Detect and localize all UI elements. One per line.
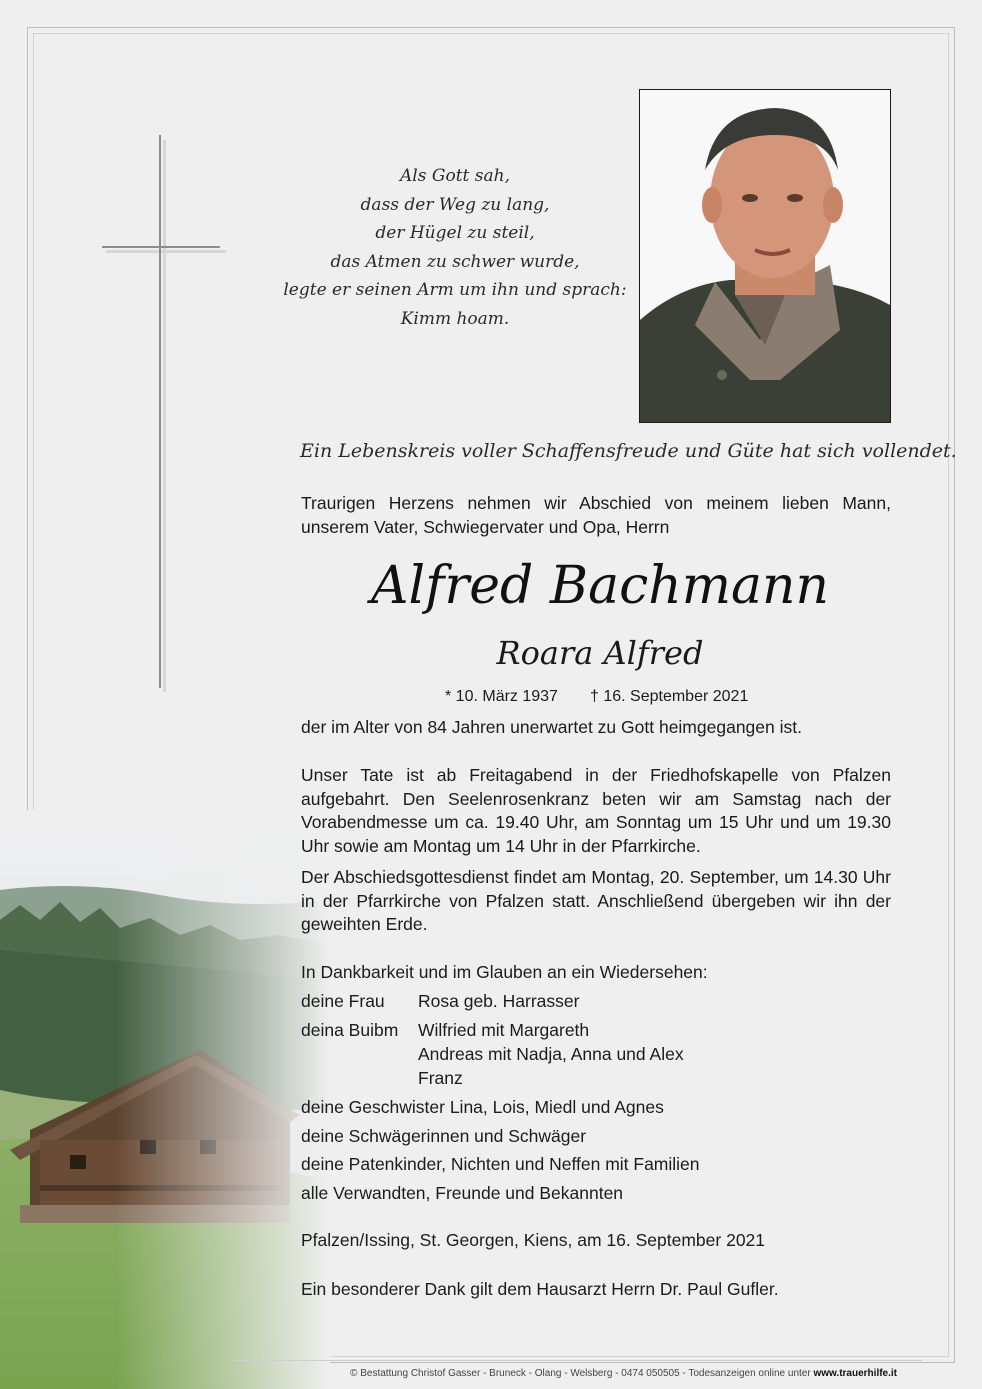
funeral-info-1: Unser Tate ist ab Freitagabend in der Friedhofskapelle von Pfalzen aufgebahrt. Den Seelenrosenkranz beten wir am Samstag nach der Vorabendmesse um ca. 19.40 Uhr, am Sonntag um 15 Uhr und um 19.30 Uhr sowie am Montag um 14 Uhr in der Pfarrkirche. xyxy=(301,765,891,856)
age-line: der im Alter von 84 Jahren unerwartet zu Gott heimgegangen ist. xyxy=(301,717,802,737)
poem xyxy=(280,162,630,334)
cross-shadow-vertical xyxy=(163,140,166,692)
footer xyxy=(0,1368,897,1379)
funeral-info-2: Der Abschiedsgottesdienst findet am Montag, 20. September, um 14.30 Uhr in der Pfarrkirche von Pfalzen statt. Anschließend übergeben wir ihn der geweihten Erde. xyxy=(301,867,891,934)
cross-icon-bar xyxy=(102,246,220,248)
others-line: alle Verwandten, Freunde und Bekannten xyxy=(301,1183,624,1203)
footer-url[interactable]: www.trauerhilfe.it xyxy=(813,1368,897,1379)
special-thanks: Ein besonderer Dank gilt dem Hausarzt Herrn Dr. Paul Gufler. xyxy=(301,1279,779,1299)
wife-name: Rosa geb. Harrasser xyxy=(418,991,580,1011)
cross-shadow-horizontal xyxy=(106,250,226,253)
inlaws-line: deine Schwägerinnen und Schwäger xyxy=(301,1126,587,1146)
footer-text: © Bestattung Christof Gasser - Bruneck - Olang - Welsberg - 0474 050505 - Todesanzeigen online unter xyxy=(350,1368,814,1379)
poem-line: dass der Weg zu lang, xyxy=(360,194,550,215)
deceased-name: Alfred Bachmann xyxy=(371,556,829,616)
son-entry: Andreas mit Nadja, Anna und Alex xyxy=(418,1044,684,1064)
alpine-hut-landscape-image xyxy=(0,810,330,1389)
poem-line: legte er seinen Arm um ihn und sprach: xyxy=(283,280,627,301)
portrait-photo xyxy=(639,89,891,423)
motto: Ein Lebenskreis voller Schaffensfreude und Güte hat sich vollendet. xyxy=(300,440,957,462)
poem-line: der Hügel zu steil, xyxy=(375,223,535,244)
birth-date: * 10. März 1937 xyxy=(445,688,558,705)
death-date: † 16. September 2021 xyxy=(590,688,749,705)
cross-icon xyxy=(159,135,161,688)
deceased-nickname: Roara Alfred xyxy=(496,634,704,672)
poem-line: Als Gott sah, xyxy=(400,166,510,186)
intro-text: Traurigen Herzens nehmen wir Abschied von meinem lieben Mann, unserem Vater, Schwiegervater und Opa, Herrn xyxy=(301,493,891,537)
sons-label: deina Buibm xyxy=(301,1020,399,1040)
thanks-intro: In Dankbarkeit und im Glauben an ein Wiedersehen: xyxy=(301,962,708,982)
siblings-line: deine Geschwister Lina, Lois, Miedl und Agnes xyxy=(301,1097,664,1117)
footer-divider xyxy=(232,1360,922,1361)
poem-line: Kimm hoam. xyxy=(400,308,510,329)
son-entry: Wilfried mit Margareth xyxy=(418,1020,590,1040)
son-entry: Franz xyxy=(418,1068,463,1088)
godchildren-line: deine Patenkinder, Nichten und Neffen mit Familien xyxy=(301,1154,700,1174)
wife-label: deine Frau xyxy=(301,991,385,1011)
place-date: Pfalzen/Issing, St. Georgen, Kiens, am 16. September 2021 xyxy=(301,1230,766,1250)
poem-line: das Atmen zu schwer wurde, xyxy=(330,251,580,272)
